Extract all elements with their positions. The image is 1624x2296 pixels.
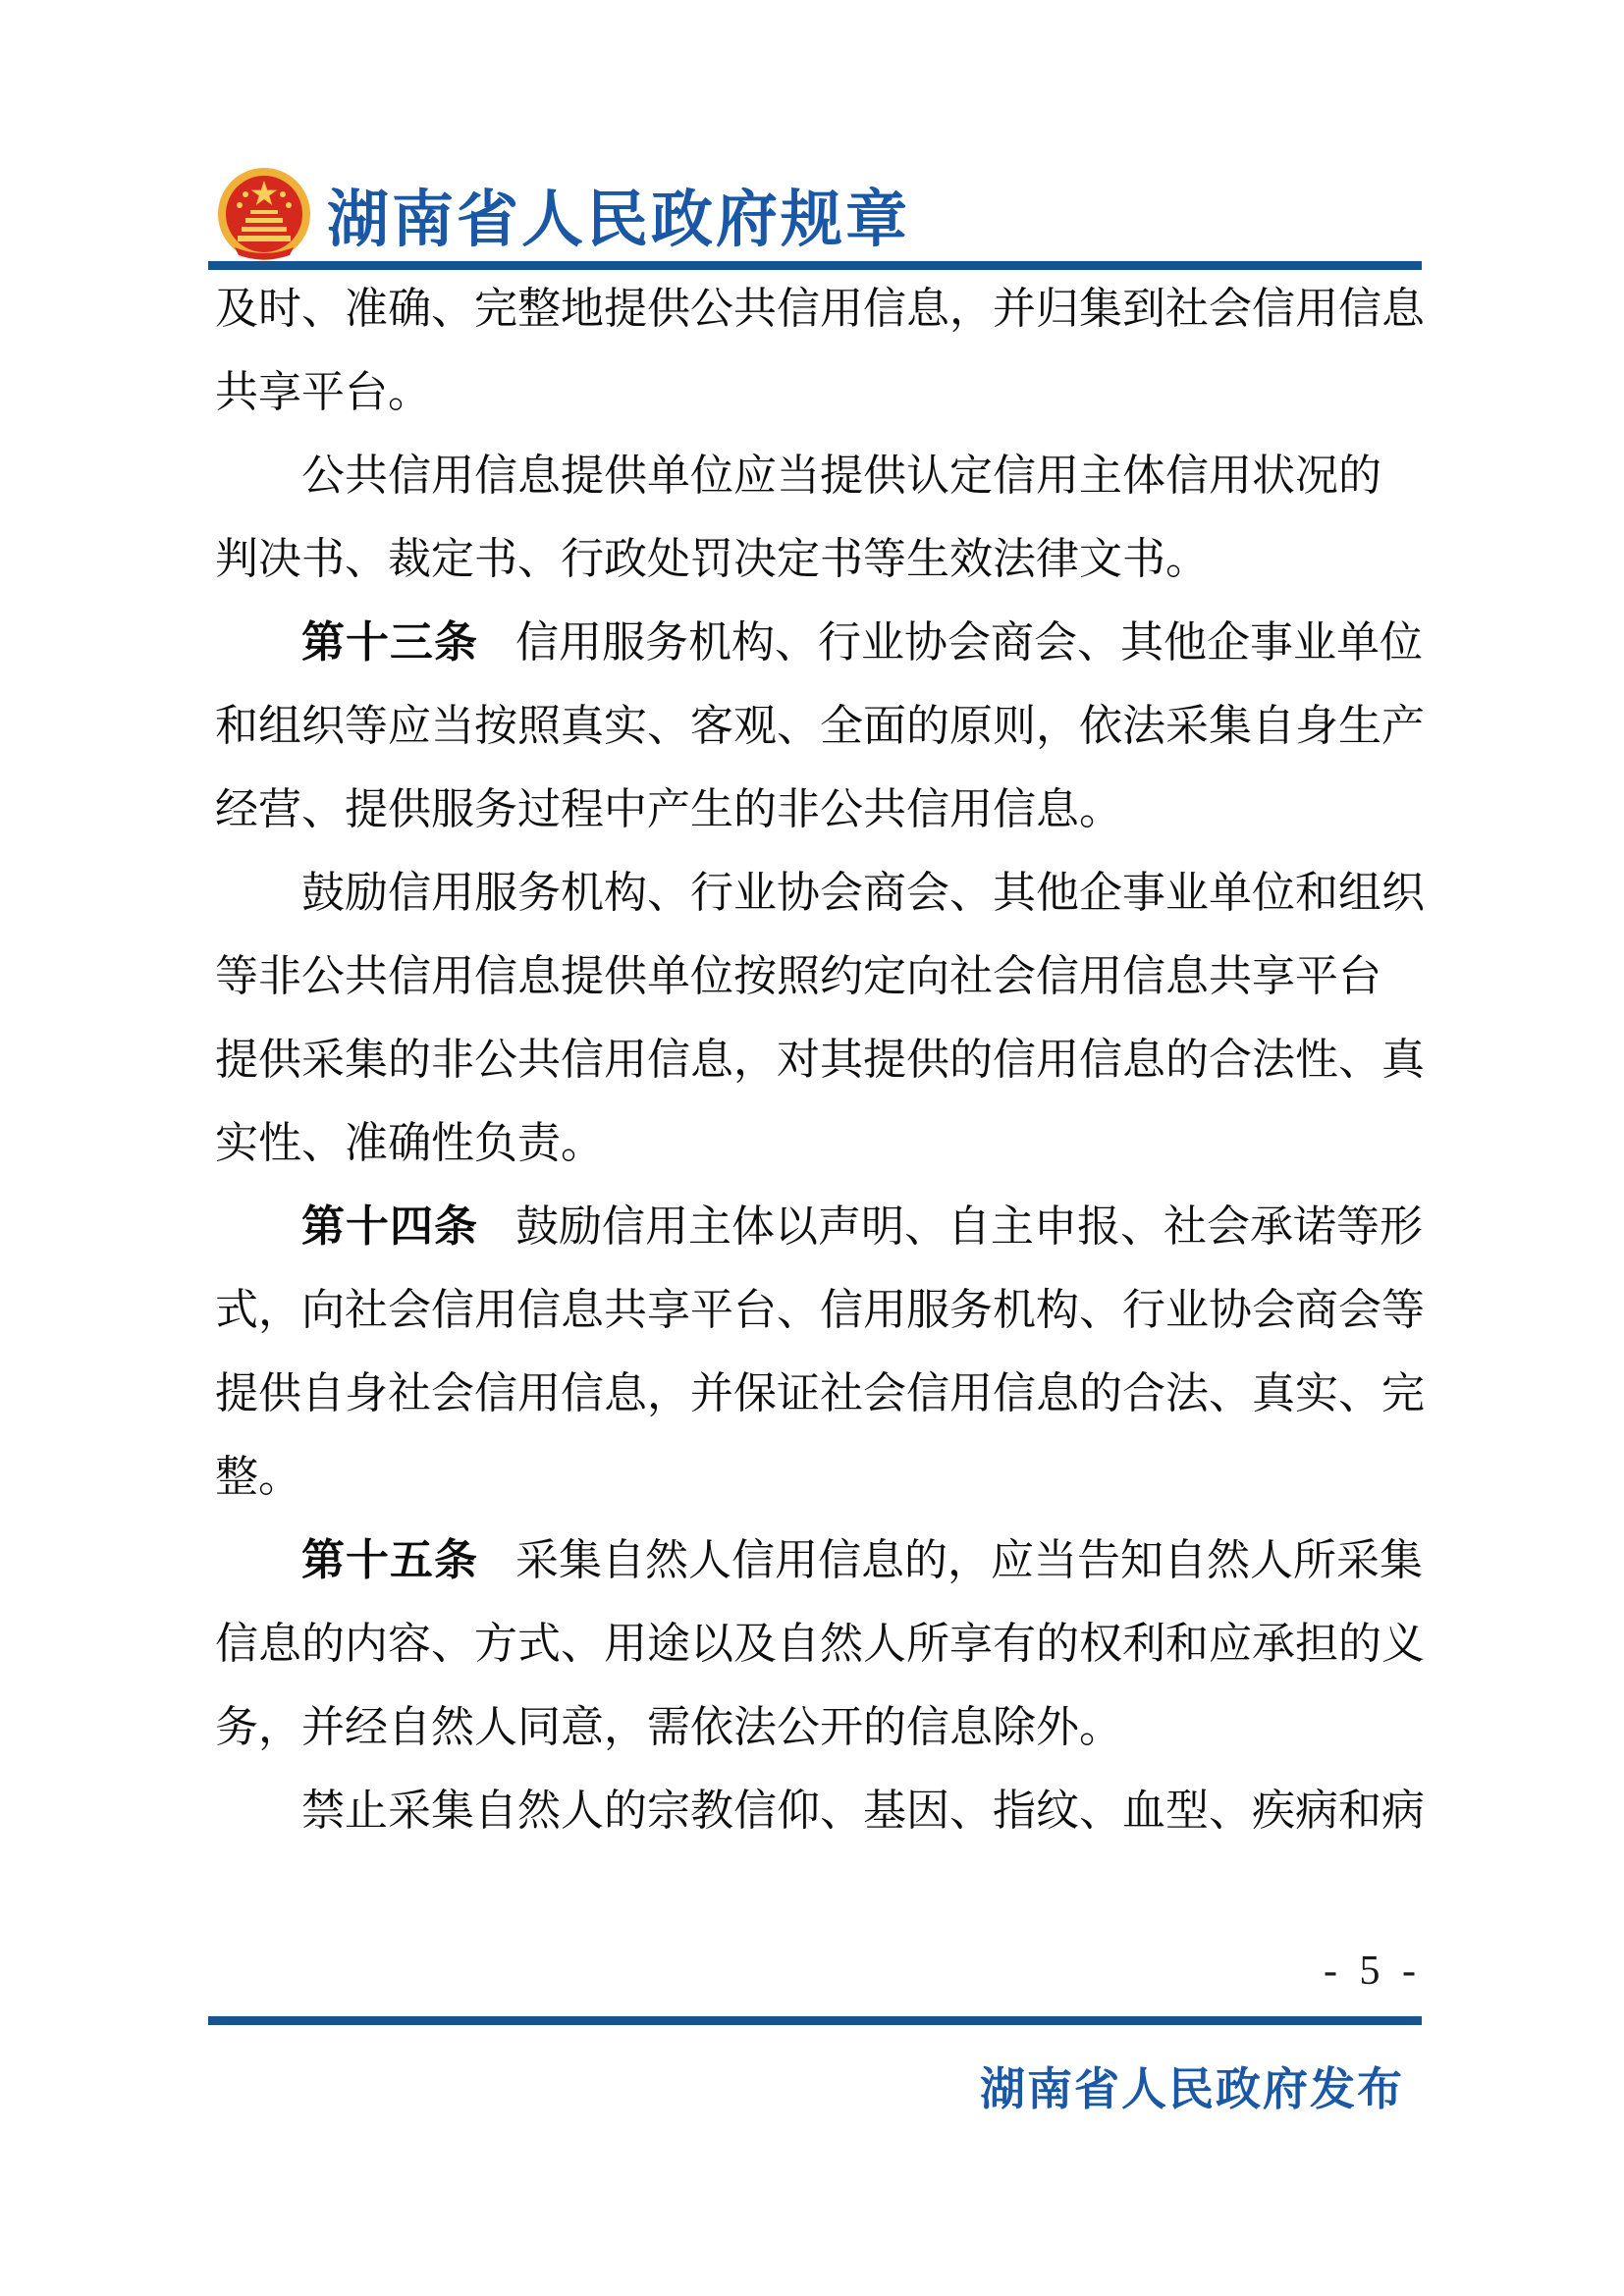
body-text	[215, 267, 1429, 1852]
china-national-emblem-icon	[215, 165, 313, 263]
page-header	[215, 165, 910, 263]
body-text-line	[215, 1685, 1429, 1769]
article-number: 第十四条	[301, 1202, 478, 1251]
body-text-line	[215, 1101, 1429, 1185]
body-text-line	[215, 1519, 1429, 1602]
body-text-line	[215, 1268, 1429, 1352]
line-text: 共享平台。	[215, 368, 431, 416]
line-text: 和组织等应当按照真实、客观、全面的原则，依法采集自身生产	[215, 702, 1425, 750]
footer-rule	[208, 2016, 1422, 2025]
page-number: - 5 -	[1324, 1949, 1422, 1994]
line-text: 提供采集的非公共信用信息，对其提供的信用信息的合法性、真	[215, 1036, 1425, 1084]
publisher-label: 湖南省人民政府发布	[980, 2064, 1404, 2114]
page-title: 湖南省人民政府规章	[327, 185, 910, 254]
line-text: 鼓励信用服务机构、行业协会商会、其他企事业单位和组织	[301, 869, 1425, 917]
line-text: 信用服务机构、行业协会商会、其他企事业单位	[515, 618, 1423, 667]
body-text-line	[215, 1602, 1429, 1685]
article-number: 第十五条	[301, 1536, 478, 1584]
line-text: 禁止采集自然人的宗教信仰、基因、指纹、血型、疾病和病	[301, 1787, 1425, 1835]
line-text: 整。	[215, 1453, 301, 1501]
line-text: 实性、准确性负责。	[215, 1119, 604, 1167]
body-text-line	[215, 1185, 1429, 1268]
body-text-line	[215, 1352, 1429, 1435]
line-text: 鼓励信用主体以声明、自主申报、社会承诺等形	[515, 1202, 1423, 1251]
body-text-line	[215, 1018, 1429, 1101]
body-text-line	[215, 851, 1429, 934]
body-text-line	[215, 934, 1429, 1018]
body-text-line	[215, 267, 1429, 350]
line-text: 务，并经自然人同意，需依法公开的信息除外。	[215, 1703, 1122, 1751]
line-text: 式，向社会信用信息共享平台、信用服务机构、行业协会商会等	[215, 1286, 1425, 1334]
line-text: 经营、提供服务过程中产生的非公共信用信息。	[215, 785, 1122, 833]
line-text: 提供自身社会信用信息，并保证社会信用信息的合法、真实、完	[215, 1369, 1425, 1417]
body-text-line	[215, 1769, 1429, 1852]
body-text-line	[215, 350, 1429, 434]
line-text: 采集自然人信用信息的，应当告知自然人所采集	[515, 1536, 1423, 1584]
body-text-line	[215, 768, 1429, 851]
body-text-line	[215, 684, 1429, 768]
article-number: 第十三条	[301, 618, 478, 667]
body-text-line	[215, 517, 1429, 601]
line-text: 等非公共信用信息提供单位按照约定向社会信用信息共享平台	[215, 952, 1381, 1000]
line-text: 信息的内容、方式、用途以及自然人所享有的权利和应承担的义	[215, 1620, 1425, 1668]
body-text-line	[215, 434, 1429, 517]
body-text-line	[215, 1435, 1429, 1519]
body-text-line	[215, 601, 1429, 684]
line-text: 及时、准确、完整地提供公共信用信息，并归集到社会信用信息	[215, 285, 1425, 333]
line-text: 公共信用信息提供单位应当提供认定信用主体信用状况的	[301, 452, 1381, 500]
line-text: 判决书、裁定书、行政处罚决定书等生效法律文书。	[215, 535, 1209, 583]
